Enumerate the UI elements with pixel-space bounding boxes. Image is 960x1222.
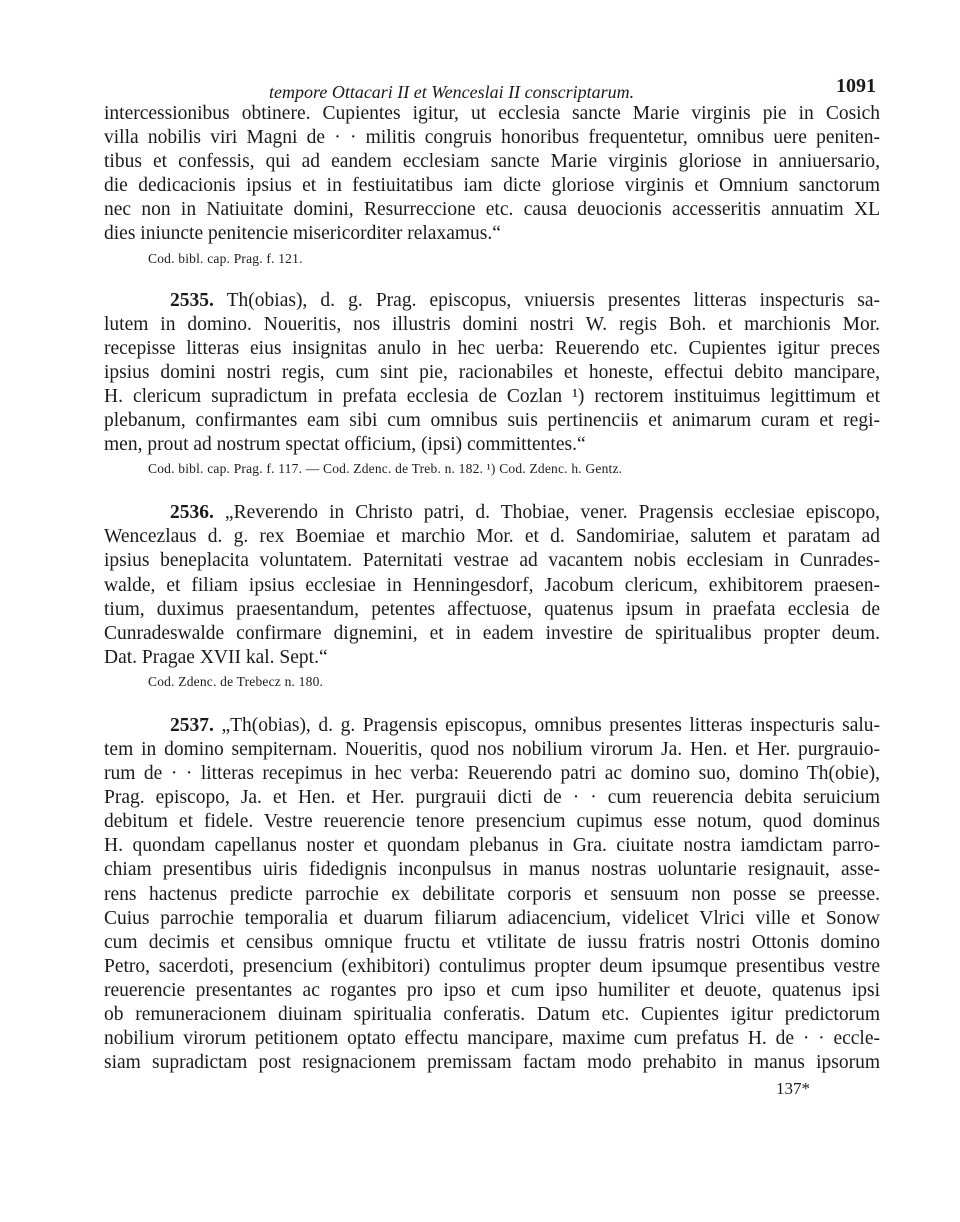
text-line: cum decimis et censibus omnique fructu et vtilitate de iussu fratris nostri Ottonis domino [104,931,880,953]
page-header [104,62,880,102]
text-line: tibus et confessis, qui ad eandem ecclesiam sancte Marie virginis gloriose in anniuersario, [104,151,880,173]
text-line: tem in domino sempiternam. Noueritis, quod nos nobilium virorum Ja. Hen. et Her. purgrauio- [104,738,880,760]
entry-number: 2535. [170,289,214,311]
entry-2535 [104,289,880,458]
text-line: Cunradeswalde confirmare dignemini, et in eadem investire de spiritualibus propter deum. [104,622,880,644]
entry-number: 2536. [170,502,214,524]
entry-number: 2537. [170,714,214,736]
entry-first-line [104,714,880,738]
text-line: H. quondam capellanus noster et quondam plebanus in Gra. ciuitate nostra iamdictam parro- [104,835,880,857]
text-line: debitum et fidele. Vestre reuerencie tenore presencium cupimus esse notum, quod dominus [104,811,880,833]
text-segment: „Reverendo in Christo patri, d. Thobiae, vener. Pragensis ecclesiae episcopo, [224,502,881,524]
signature-mark: 137* [776,1079,810,1099]
text-segment: Th(obias), d. g. Prag. episcopus, vniuersis presentes litteras inspecturis sa- [226,289,880,311]
text-line: ipsius beneplacita voluntatem. Paternitati vestrae ad vacantem nobis ecclesiam in Cunrades- [104,550,880,572]
text-line: tium, duximus praesentandum, petentes affectuose, quatenus ipsum in praefata ecclesia de [104,598,880,620]
text-line: nec non in Natiuitate domini, Resurreccione etc. causa deuocionis accesseritis annuatim XL [104,199,880,221]
document-page [104,62,880,1101]
text-line: rens hactenus predicte parrochie ex debilitate corporis et sensuum non posse se preesse. [104,883,880,905]
text-line: lutem in domino. Noueritis, nos illustris domini nostri W. regis Boh. et marchionis Mor. [104,313,880,335]
entry-2536 [104,501,880,670]
citation: Cod. bibl. cap. Prag. f. 117. — Cod. Zdenc. de Treb. n. 182. ¹) Cod. Zdenc. h. Gentz. [148,461,623,477]
text-line: nobilium virorum petitionem optato effectu mancipare, maxime cum prefatus H. de · · eccle- [104,1028,880,1050]
text-line: men, prout ad nostrum spectat officium, (ipsi) committentes.“ [104,434,586,456]
text-line: siam supradictam post resignacionem premissam factam modo prehabito in manus ipsorum [104,1052,880,1074]
entry-first-line [104,501,880,525]
entry-first-line [104,289,880,313]
text-line: walde, et filiam ipsius ecclesiae in Henningesdorf, Jacobum clericum, exhibitorem praesen- [104,574,880,596]
text-line: Petro, sacerdoti, presencium (exhibitori) contulimus propter deum ipsumque presentibus vestre [104,955,880,977]
page-number: 1091 [836,75,876,97]
text-line: Prag. episcopo, Ja. et Hen. et Her. purgrauii dicti de · · cum reuerencia debita seruicium [104,787,880,809]
text-line: Wencezlaus d. g. rex Boemiae et marchio Mor. et d. Sandomiriae, salutem et paratam ad [104,526,880,548]
text-line: ob remuneracionem diuinam spiritualia conferatis. Datum etc. Cupientes igitur predictorum [104,1004,880,1025]
text-line: Dat. Pragae XVII kal. Sept.“ [104,646,328,668]
running-title: tempore Ottacari II et Wenceslai II conscriptarum. [269,82,635,102]
intro-paragraph [104,102,880,247]
text-line: plebanum, confirmantes eam sibi cum omnibus suis pertinenciis et animarum curam et regi- [104,410,880,432]
text-line: Cuius parrochie temporalia et duarum filiarum adiacencium, videlicet Vlrici ville et Sonow [104,907,880,929]
text-line: ipsius domini nostri regis, cum sint pie, racionabiles et honeste, effectui debito mancipare, [104,361,880,383]
text-line: intercessionibus obtinere. Cupientes igitur, ut ecclesia sancte Marie virginis pie in Cosich [104,103,880,124]
text-line: H. clericum supradictum in prefata ecclesia de Cozlan ¹) rectorem instituimus legittimum et [104,385,880,407]
text-line: villa nobilis viri Magni de · · militis congruis honoribus frequentetur, omnibus uere peniten- [104,127,880,149]
text-line: chiam presentibus uiris fidedignis inconpulsus in manus nostras uoluntarie resignauit, asse- [104,859,880,881]
text-line: die dedicacionis ipsius et in festiuitatibus iam dicte gloriose virginis et Omnium sanctorum [104,175,880,197]
citation: Cod. Zdenc. de Trebecz n. 180. [148,673,324,689]
text-segment: „Th(obias), d. g. Pragensis episcopus, omnibus presentes litteras inspecturis salu- [221,714,881,736]
entry-2537 [104,714,880,1075]
text-line: recepisse litteras eius insignitas anulo in hec uerba: Reuerendo etc. Cupientes igitur preces [104,337,880,359]
text-line: reuerencie presentantes ac rogantes pro ipso et cum ipso humiliter et deuote, quatenus ipsi [104,979,880,1001]
text-line: rum de · · litteras recepimus in hec verba: Reuerendo patri ac domino suo, domino Th(obie), [104,763,880,785]
citation: Cod. bibl. cap. Prag. f. 121. [148,250,303,266]
text-line: dies iniuncte penitencie misericorditer relaxamus.“ [104,223,501,245]
